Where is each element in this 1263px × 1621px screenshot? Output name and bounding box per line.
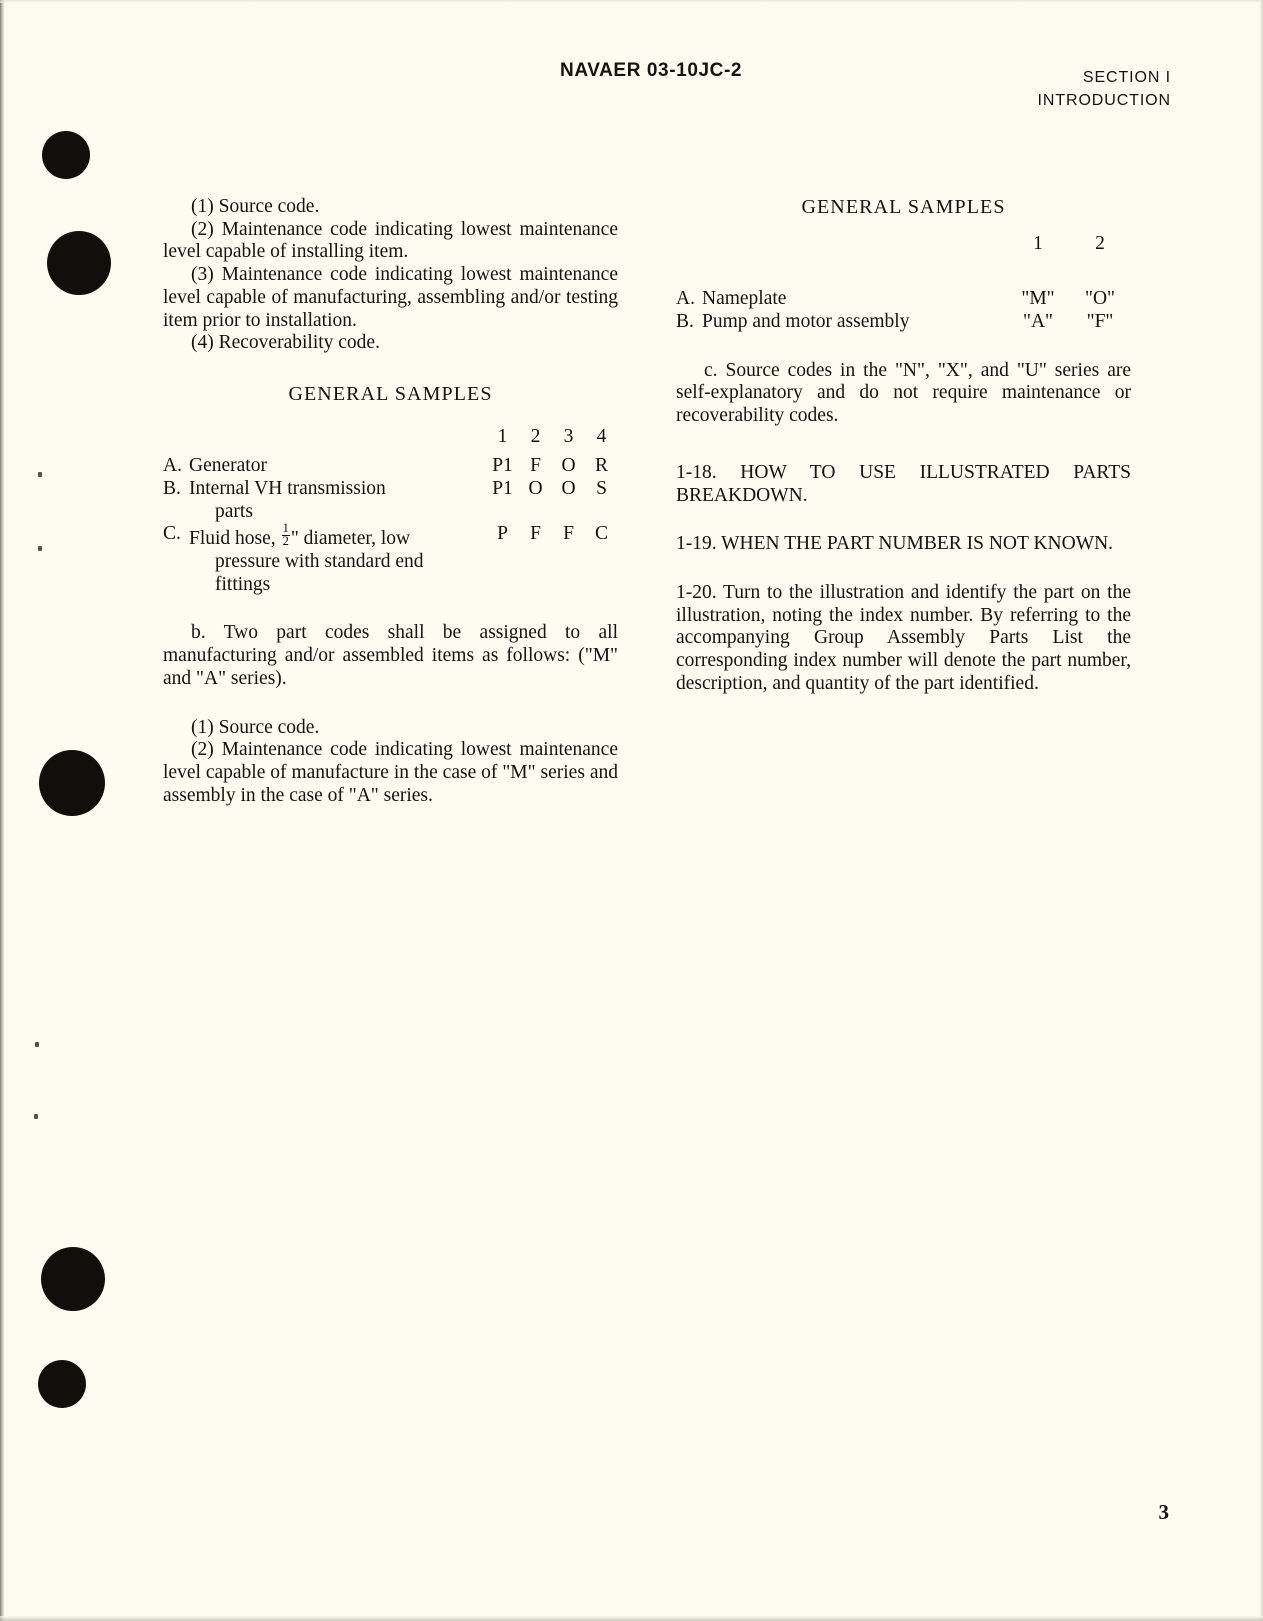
margin-punch-dot: [47, 231, 111, 295]
margin-punch-dot: [38, 1360, 86, 1408]
row-description-continuation: parts: [215, 500, 253, 522]
table-spacer-cell: [1069, 262, 1131, 288]
row-label: B.: [163, 477, 181, 499]
column-header: 1: [497, 426, 508, 448]
table-header-spacer: [189, 426, 486, 455]
table-row: [163, 455, 618, 478]
table-row: [676, 311, 1131, 334]
row-code: "O": [1084, 288, 1115, 310]
row-code: "F": [1086, 310, 1114, 332]
row-code: S: [596, 477, 607, 499]
row-description: [189, 523, 486, 596]
list-item: (1) Source code.: [191, 196, 320, 217]
table-spacer-cell: [702, 262, 1007, 288]
heading-1-19: 1-19. WHEN THE PART NUMBER IS NOT KNOWN.: [676, 533, 1114, 555]
scan-speck: [38, 546, 42, 551]
general-samples-table-left: [163, 426, 618, 596]
row-code: P1: [492, 455, 513, 477]
table-header-spacer: [676, 233, 702, 262]
scan-edge-right: [1259, 0, 1263, 1621]
column-header: 4: [596, 426, 607, 448]
row-code: P: [497, 523, 508, 545]
list-item: (1) Source code.: [191, 716, 320, 738]
margin-punch-dot: [42, 131, 90, 179]
row-description: Pump and motor assembly: [702, 310, 910, 332]
column-header: 2: [1095, 233, 1105, 255]
section-header: [1038, 66, 1171, 112]
left-column: [163, 196, 618, 807]
scan-edge-bottom: [0, 1616, 1263, 1621]
fraction-one-half: [282, 523, 290, 547]
row-label: A.: [676, 288, 695, 310]
column-header: 1: [1033, 233, 1043, 255]
general-samples-heading: GENERAL SAMPLES: [288, 382, 493, 405]
table-spacer-row: [676, 262, 1131, 288]
row-code: F: [563, 523, 574, 545]
row-code: O: [561, 455, 576, 477]
table-header-spacer: [702, 233, 1007, 262]
row-code: O: [528, 477, 543, 499]
margin-punch-dot: [41, 1247, 105, 1311]
row-code: F: [530, 523, 541, 545]
row-code: F: [530, 455, 541, 477]
row-description-suffix: " diameter, low: [290, 527, 411, 549]
scan-speck: [34, 1114, 38, 1119]
scan-speck: [35, 1042, 39, 1047]
list-item: (2) Maintenance code indicating lowest maintenance level capable of manufacture in the case of "M" series and assembly in the case of "A" series.: [163, 739, 618, 806]
table-header-row: [163, 426, 618, 455]
row-description: Nameplate: [702, 288, 787, 310]
row-code: P1: [492, 477, 513, 499]
table-header-spacer: [163, 426, 189, 455]
paragraph-b: b. Two part codes shall be assigned to all manufacturing and/or assembled items as follows: ("M" and "A" series).: [163, 622, 618, 689]
table-row: [676, 288, 1131, 311]
table-row: [163, 523, 618, 596]
row-description: [189, 478, 486, 524]
general-samples-table-right: [676, 233, 1131, 333]
row-description-prefix: Fluid hose,: [189, 527, 281, 549]
row-code: O: [561, 477, 576, 499]
fraction-denominator: 2: [282, 533, 289, 548]
manual-number: NAVAER 03-10JC-2: [560, 60, 743, 81]
paragraph-c: c. Source codes in the "N", "X", and "U" series are self-explanatory and do not require maintenance or recoverability codes.: [676, 359, 1131, 427]
right-column: [676, 196, 1131, 695]
page-number: 3: [1158, 1500, 1169, 1524]
fraction-numerator: 1: [282, 521, 289, 536]
scan-edge-left: [0, 0, 5, 1621]
paragraph-1-20: 1-20. Turn to the illustration and identify the part on the illustration, noting the index number. By referring to the accompanying Group Assembly Parts List the corresponding index number will denote the part number, description, and quantity of the part identified.: [676, 581, 1131, 694]
margin-punch-dot: [39, 750, 105, 816]
general-samples-heading: GENERAL SAMPLES: [801, 196, 1006, 218]
column-header: 2: [530, 426, 541, 448]
scan-speck: [38, 472, 42, 477]
table-spacer-cell: [676, 262, 702, 288]
column-header: 3: [563, 426, 574, 448]
table-spacer-cell: [1007, 262, 1069, 288]
list-item: (3) Maintenance code indicating lowest maintenance level capable of manufacturing, assembling and/or testing item prior to installation.: [163, 264, 618, 331]
row-label: B.: [676, 310, 694, 332]
row-description-continuation: fittings: [215, 573, 271, 595]
row-label: A.: [163, 455, 182, 477]
row-label: C.: [163, 523, 181, 545]
row-description-continuation: pressure with standard end: [215, 550, 424, 572]
list-item: (2) Maintenance code indicating lowest maintenance level capable of installing item.: [163, 218, 618, 263]
table-row: [163, 478, 618, 524]
scan-edge-top: [0, 0, 1263, 3]
row-code: "A": [1022, 310, 1053, 332]
heading-1-18: 1-18. HOW TO USE ILLUSTRATED PARTS BREAKDOWN.: [676, 461, 1131, 506]
table-header-row: [676, 233, 1131, 262]
row-code: "M": [1021, 288, 1055, 310]
row-description: Generator: [189, 455, 267, 477]
row-code: R: [594, 455, 608, 477]
section-title: INTRODUCTION: [1037, 92, 1171, 110]
section-label: SECTION I: [1082, 69, 1171, 86]
row-description-line: [189, 521, 411, 549]
row-code: C: [594, 523, 608, 545]
row-description-line: Internal VH transmission: [189, 477, 386, 499]
list-item: (4) Recoverability code.: [191, 332, 380, 354]
